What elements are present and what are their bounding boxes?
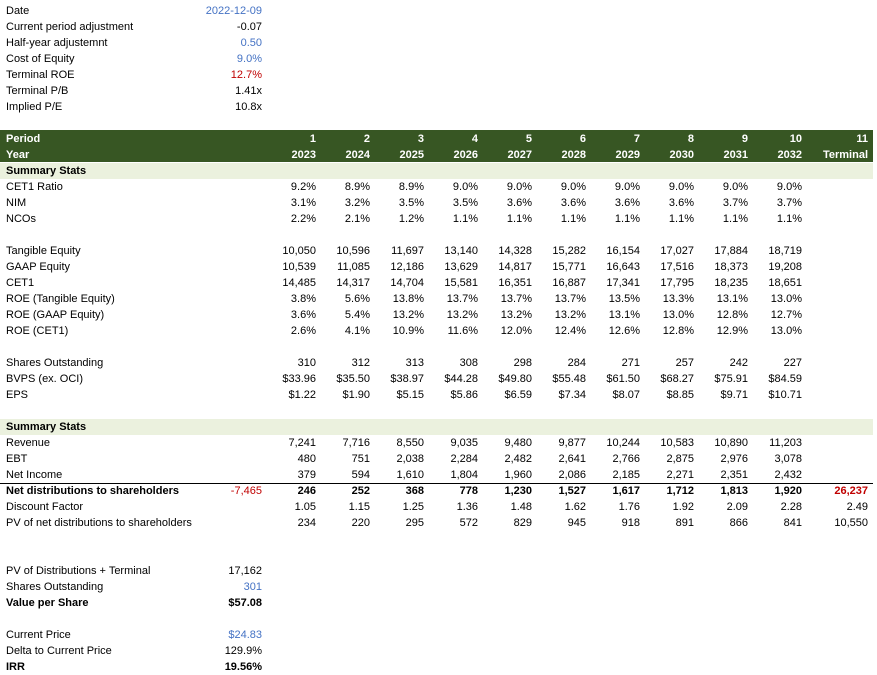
- period-number: 11: [856, 133, 868, 145]
- table-cell[interactable]: 1.1%: [722, 213, 748, 225]
- period-number: 5: [525, 133, 532, 145]
- table-cell[interactable]: 918: [621, 517, 640, 529]
- table-cell[interactable]: $8.85: [666, 389, 694, 401]
- table-cell[interactable]: 18,373: [714, 261, 748, 273]
- table-cell[interactable]: $5.15: [396, 389, 424, 401]
- returns-value[interactable]: 19.56%: [224, 661, 262, 673]
- table-cell[interactable]: 227: [783, 357, 802, 369]
- period-number: 1: [309, 133, 316, 145]
- table-cell[interactable]: 18,719: [768, 245, 802, 257]
- table-cell[interactable]: 17,795: [660, 277, 694, 289]
- table-cell[interactable]: 10,244: [606, 437, 640, 449]
- table-cell[interactable]: 3.7%: [722, 197, 748, 209]
- table-cell[interactable]: 13.2%: [446, 309, 478, 321]
- table-cell[interactable]: 2,351: [720, 469, 748, 481]
- table-cell[interactable]: 1.62: [564, 501, 586, 513]
- table-cell[interactable]: 2,271: [666, 469, 694, 481]
- table-cell[interactable]: 2.2%: [290, 213, 316, 225]
- year-number: Terminal: [822, 149, 868, 161]
- table-cell[interactable]: $33.96: [282, 373, 316, 385]
- table-cell[interactable]: 16,887: [552, 277, 586, 289]
- table-cell[interactable]: 10,539: [282, 261, 316, 273]
- table-cell[interactable]: 2,875: [666, 453, 694, 465]
- table-cell[interactable]: 234: [297, 517, 316, 529]
- table-cell[interactable]: 13.0%: [770, 325, 802, 337]
- table-cell[interactable]: 9.0%: [614, 181, 640, 193]
- period-number: 9: [741, 133, 748, 145]
- table-cell[interactable]: 1.1%: [560, 213, 586, 225]
- table-cell[interactable]: 3.6%: [668, 197, 694, 209]
- table-cell[interactable]: 379: [297, 469, 316, 481]
- table-cell[interactable]: 295: [405, 517, 424, 529]
- input-label: Cost of Equity: [6, 53, 75, 65]
- period-number: 10: [789, 133, 802, 145]
- year-number: 2024: [345, 149, 370, 161]
- table-cell[interactable]: 572: [459, 517, 478, 529]
- table-cell[interactable]: 26,237: [834, 485, 868, 497]
- row-label: CET1: [6, 277, 35, 289]
- table-cell[interactable]: 7,241: [288, 437, 316, 449]
- table-cell[interactable]: 1.1%: [614, 213, 640, 225]
- table-cell[interactable]: 1.92: [672, 501, 694, 513]
- table-cell[interactable]: 257: [675, 357, 694, 369]
- table-cell[interactable]: 1.1%: [776, 213, 802, 225]
- table-cell[interactable]: 11,085: [337, 261, 370, 273]
- row-label: NIM: [6, 197, 27, 209]
- year-number: 2027: [507, 149, 532, 161]
- table-cell[interactable]: $6.59: [504, 389, 532, 401]
- table-cell[interactable]: 1.15: [348, 501, 370, 513]
- table-cell[interactable]: 3.8%: [290, 293, 316, 305]
- row-label: EPS: [6, 389, 29, 401]
- table-cell[interactable]: $68.27: [660, 373, 694, 385]
- returns-value[interactable]: 129.9%: [224, 645, 262, 657]
- valuation-label: PV of Distributions + Terminal: [6, 565, 151, 577]
- table-cell[interactable]: $55.48: [552, 373, 586, 385]
- table-cell[interactable]: 480: [297, 453, 316, 465]
- table-cell[interactable]: 16,154: [606, 245, 640, 257]
- table-cell[interactable]: 10,550: [834, 517, 868, 529]
- table-cell[interactable]: 3.2%: [344, 197, 370, 209]
- table-cell[interactable]: 13.2%: [500, 309, 532, 321]
- table-cell[interactable]: 13.7%: [500, 293, 532, 305]
- year-number: 2030: [669, 149, 694, 161]
- table-cell[interactable]: 13,629: [444, 261, 478, 273]
- table-cell[interactable]: 12.8%: [662, 325, 694, 337]
- table-cell[interactable]: 284: [567, 357, 586, 369]
- valuation-value[interactable]: 17,162: [228, 565, 262, 577]
- table-cell[interactable]: 2.28: [780, 501, 802, 513]
- table-cell[interactable]: 3.5%: [452, 197, 478, 209]
- table-cell[interactable]: 17,884: [714, 245, 748, 257]
- table-cell[interactable]: 945: [567, 517, 586, 529]
- table-cell[interactable]: 3.6%: [506, 197, 532, 209]
- table-cell[interactable]: 13.3%: [662, 293, 694, 305]
- table-cell[interactable]: 12.7%: [770, 309, 802, 321]
- table-cell[interactable]: 841: [783, 517, 802, 529]
- table-cell[interactable]: 3.6%: [614, 197, 640, 209]
- row-label: Revenue: [6, 437, 51, 449]
- table-cell[interactable]: 8.9%: [344, 181, 370, 193]
- table-cell[interactable]: 12.6%: [608, 325, 640, 337]
- table-cell[interactable]: 312: [351, 357, 370, 369]
- table-cell[interactable]: 2.09: [726, 501, 748, 513]
- table-cell[interactable]: 891: [675, 517, 694, 529]
- row-label: ROE (CET1): [6, 325, 69, 337]
- year-number: 2029: [615, 149, 640, 161]
- table-cell[interactable]: 18,651: [768, 277, 802, 289]
- row-label: Discount Factor: [6, 501, 84, 513]
- table-cell[interactable]: 1,960: [504, 469, 532, 481]
- table-cell[interactable]: 3.6%: [560, 197, 586, 209]
- table-cell[interactable]: 2,482: [504, 453, 532, 465]
- row-label: CET1 Ratio: [6, 181, 63, 193]
- table-cell[interactable]: 9,035: [450, 437, 478, 449]
- row-label: EBT: [6, 453, 28, 465]
- input-label: Half-year adjustemnt: [6, 37, 108, 49]
- table-cell[interactable]: 10,583: [660, 437, 694, 449]
- table-cell[interactable]: 18,235: [714, 277, 748, 289]
- year-number: 2025: [399, 149, 424, 161]
- table-cell[interactable]: 9.0%: [560, 181, 586, 193]
- period-number: 8: [687, 133, 694, 145]
- table-cell[interactable]: 9.0%: [452, 181, 478, 193]
- table-cell[interactable]: 1,610: [396, 469, 424, 481]
- table-cell[interactable]: 2,641: [558, 453, 586, 465]
- returns-label: Current Price: [6, 629, 71, 641]
- table-cell[interactable]: 866: [729, 517, 748, 529]
- table-cell[interactable]: 3,078: [774, 453, 802, 465]
- table-cell[interactable]: 1.1%: [506, 213, 532, 225]
- table-cell[interactable]: 13.2%: [554, 309, 586, 321]
- valuation-value[interactable]: 301: [243, 581, 262, 593]
- table-cell[interactable]: 8,550: [396, 437, 424, 449]
- year-label: Year: [6, 149, 30, 161]
- table-cell[interactable]: 3.1%: [290, 197, 316, 209]
- period-number: 7: [633, 133, 640, 145]
- table-cell[interactable]: 2,185: [612, 469, 640, 481]
- table-cell[interactable]: $61.50: [606, 373, 640, 385]
- year-number: 2026: [453, 149, 478, 161]
- table-cell[interactable]: 1,813: [720, 485, 748, 497]
- input-value[interactable]: 0.50: [240, 37, 262, 49]
- row-label: Net Income: [6, 469, 63, 481]
- initial-value[interactable]: -7,465: [230, 485, 262, 497]
- table-cell[interactable]: 15,771: [552, 261, 586, 273]
- table-cell[interactable]: $8.07: [612, 389, 640, 401]
- table-cell[interactable]: 13.8%: [392, 293, 424, 305]
- table-cell[interactable]: 9.2%: [290, 181, 316, 193]
- table-cell[interactable]: 2,038: [396, 453, 424, 465]
- row-label: Shares Outstanding: [6, 357, 104, 369]
- table-cell[interactable]: 12.0%: [500, 325, 532, 337]
- table-cell[interactable]: 12.9%: [716, 325, 748, 337]
- table-cell[interactable]: 220: [351, 517, 370, 529]
- table-cell[interactable]: 246: [297, 485, 316, 497]
- table-cell[interactable]: 2.1%: [344, 213, 370, 225]
- table-cell[interactable]: 13,140: [444, 245, 478, 257]
- row-label: NCOs: [6, 213, 36, 225]
- period-number: 4: [471, 133, 478, 145]
- input-label: Current period adjustment: [6, 21, 134, 33]
- table-cell[interactable]: $84.59: [768, 373, 802, 385]
- table-cell[interactable]: $49.80: [498, 373, 532, 385]
- table-cell[interactable]: 2,976: [720, 453, 748, 465]
- row-label: Summary Stats: [6, 165, 87, 177]
- table-cell[interactable]: $9.71: [720, 389, 748, 401]
- table-cell[interactable]: 1,617: [612, 485, 640, 497]
- table-cell[interactable]: 9,480: [504, 437, 532, 449]
- table-cell[interactable]: $1.22: [288, 389, 316, 401]
- section-band: [0, 419, 873, 435]
- table-cell[interactable]: 10,890: [714, 437, 748, 449]
- table-cell[interactable]: 12,186: [390, 261, 424, 273]
- input-value[interactable]: 2022-12-09: [205, 5, 262, 17]
- input-value[interactable]: 12.7%: [230, 69, 262, 81]
- table-cell[interactable]: 1,712: [666, 485, 694, 497]
- table-cell[interactable]: $5.86: [450, 389, 478, 401]
- table-cell[interactable]: 14,317: [336, 277, 370, 289]
- period-label: Period: [6, 133, 41, 145]
- table-cell[interactable]: 2,766: [612, 453, 640, 465]
- input-label: Implied P/E: [6, 101, 63, 113]
- table-cell[interactable]: 13.1%: [716, 293, 748, 305]
- row-label: Tangible Equity: [6, 245, 81, 257]
- input-value[interactable]: 10.8x: [235, 101, 262, 113]
- table-cell[interactable]: 13.5%: [608, 293, 640, 305]
- input-label: Date: [6, 5, 30, 17]
- table-cell[interactable]: 9.0%: [668, 181, 694, 193]
- row-label: Net distributions to shareholders: [6, 485, 179, 497]
- table-cell[interactable]: $38.97: [390, 373, 424, 385]
- valuation-label: Value per Share: [6, 597, 89, 609]
- table-cell[interactable]: 1.25: [402, 501, 424, 513]
- returns-label: Delta to Current Price: [6, 645, 112, 657]
- table-cell[interactable]: 271: [621, 357, 640, 369]
- table-cell[interactable]: 2.49: [846, 501, 868, 513]
- year-number: 2028: [561, 149, 586, 161]
- table-cell[interactable]: 1.76: [618, 501, 640, 513]
- table-cell[interactable]: 2,086: [558, 469, 586, 481]
- table-cell[interactable]: 1,920: [774, 485, 802, 497]
- table-cell[interactable]: 1,527: [558, 485, 586, 497]
- input-value[interactable]: -0.07: [236, 21, 262, 33]
- table-cell[interactable]: 13.1%: [608, 309, 640, 321]
- input-label: Terminal P/B: [6, 85, 69, 97]
- table-cell[interactable]: 2.6%: [290, 325, 316, 337]
- returns-label: IRR: [6, 661, 25, 673]
- table-cell[interactable]: 7,716: [342, 437, 370, 449]
- table-cell[interactable]: 13.7%: [446, 293, 478, 305]
- row-label: Summary Stats: [6, 421, 87, 433]
- table-cell[interactable]: 19,208: [768, 261, 802, 273]
- table-cell[interactable]: 308: [459, 357, 478, 369]
- table-cell[interactable]: 3.5%: [398, 197, 424, 209]
- table-cell[interactable]: 10,050: [282, 245, 316, 257]
- returns-value[interactable]: $24.83: [228, 629, 262, 641]
- table-cell[interactable]: 15,581: [444, 277, 478, 289]
- period-number: 6: [579, 133, 586, 145]
- table-cell[interactable]: 10,596: [336, 245, 370, 257]
- table-cell[interactable]: 310: [297, 357, 316, 369]
- table-cell[interactable]: 16,643: [606, 261, 640, 273]
- table-cell[interactable]: 14,485: [282, 277, 316, 289]
- table-cell[interactable]: 1,230: [504, 485, 532, 497]
- input-value[interactable]: 9.0%: [236, 53, 262, 65]
- table-cell[interactable]: 17,027: [660, 245, 694, 257]
- table-cell[interactable]: $7.34: [558, 389, 586, 401]
- table-cell[interactable]: 1.1%: [668, 213, 694, 225]
- table-cell[interactable]: 1.48: [510, 501, 532, 513]
- table-cell[interactable]: 12.8%: [716, 309, 748, 321]
- table-cell[interactable]: $44.28: [444, 373, 478, 385]
- table-cell[interactable]: 298: [513, 357, 532, 369]
- period-number: 2: [363, 133, 370, 145]
- table-cell[interactable]: 4.1%: [344, 325, 370, 337]
- table-cell[interactable]: 14,328: [498, 245, 532, 257]
- table-cell[interactable]: $75.91: [714, 373, 748, 385]
- table-cell[interactable]: 242: [729, 357, 748, 369]
- table-cell[interactable]: 9.0%: [776, 181, 802, 193]
- table-cell[interactable]: 751: [351, 453, 370, 465]
- row-label: GAAP Equity: [6, 261, 70, 273]
- table-cell[interactable]: 313: [405, 357, 424, 369]
- valuation-label: Shares Outstanding: [6, 581, 104, 593]
- row-label: PV of net distributions to shareholders: [6, 517, 192, 529]
- table-cell[interactable]: 3.7%: [776, 197, 802, 209]
- table-cell[interactable]: 594: [351, 469, 370, 481]
- row-label: ROE (Tangible Equity): [6, 293, 115, 305]
- table-cell[interactable]: 368: [405, 485, 424, 497]
- input-label: Terminal ROE: [6, 69, 75, 81]
- table-cell[interactable]: 14,817: [498, 261, 532, 273]
- table-cell[interactable]: 12.4%: [554, 325, 586, 337]
- table-cell[interactable]: 9.0%: [506, 181, 532, 193]
- table-cell[interactable]: 17,341: [606, 277, 640, 289]
- row-label: BVPS (ex. OCI): [6, 373, 84, 385]
- table-cell[interactable]: 1.1%: [452, 213, 478, 225]
- table-cell[interactable]: 17,516: [660, 261, 694, 273]
- row-label: ROE (GAAP Equity): [6, 309, 105, 321]
- table-cell[interactable]: 9,877: [558, 437, 586, 449]
- table-cell[interactable]: 5.4%: [344, 309, 370, 321]
- table-cell[interactable]: 3.6%: [290, 309, 316, 321]
- table-cell[interactable]: 11,203: [769, 437, 802, 449]
- valuation-value[interactable]: $57.08: [228, 597, 262, 609]
- table-cell[interactable]: 252: [351, 485, 370, 497]
- table-cell[interactable]: 8.9%: [398, 181, 424, 193]
- table-cell[interactable]: 13.0%: [770, 293, 802, 305]
- table-cell[interactable]: 13.0%: [662, 309, 694, 321]
- table-cell[interactable]: 16,351: [498, 277, 532, 289]
- table-cell[interactable]: 1.05: [294, 501, 316, 513]
- table-cell[interactable]: 5.6%: [344, 293, 370, 305]
- table-cell[interactable]: 778: [459, 485, 478, 497]
- table-cell[interactable]: 1.2%: [398, 213, 424, 225]
- table-cell[interactable]: 13.2%: [392, 309, 424, 321]
- table-cell[interactable]: 1,804: [450, 469, 478, 481]
- table-cell[interactable]: 2,432: [774, 469, 802, 481]
- year-number: 2023: [291, 149, 316, 161]
- table-cell[interactable]: $35.50: [336, 373, 370, 385]
- table-cell[interactable]: 15,282: [552, 245, 586, 257]
- table-cell[interactable]: 2,284: [450, 453, 478, 465]
- table-cell[interactable]: 14,704: [390, 277, 424, 289]
- table-cell[interactable]: 11.6%: [447, 325, 478, 337]
- table-cell[interactable]: $1.90: [342, 389, 370, 401]
- year-number: 2031: [723, 149, 748, 161]
- table-cell[interactable]: 13.7%: [554, 293, 586, 305]
- table-cell[interactable]: $10.71: [768, 389, 802, 401]
- table-cell[interactable]: 9.0%: [722, 181, 748, 193]
- table-cell[interactable]: 10.9%: [392, 325, 424, 337]
- period-number: 3: [417, 133, 424, 145]
- section-band: [0, 163, 873, 179]
- table-cell[interactable]: 11,697: [391, 245, 424, 257]
- input-value[interactable]: 1.41x: [235, 85, 262, 97]
- table-cell[interactable]: 1.36: [456, 501, 478, 513]
- table-cell[interactable]: 829: [513, 517, 532, 529]
- year-number: 2032: [777, 149, 802, 161]
